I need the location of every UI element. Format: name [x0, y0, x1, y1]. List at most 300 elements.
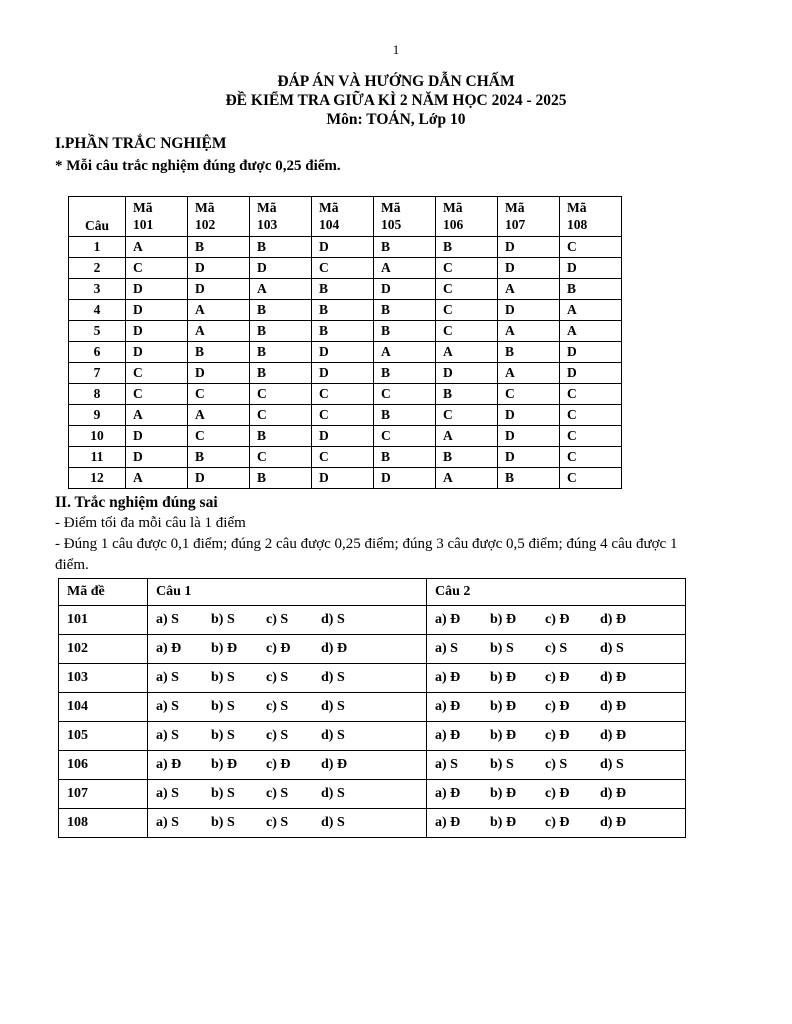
- question-number-cell: 9: [69, 405, 126, 426]
- answer-item-value: Đ: [559, 728, 570, 743]
- answer-item: [490, 815, 545, 831]
- answer-cell: B: [374, 363, 436, 384]
- answer-item-value: Đ: [505, 786, 517, 801]
- tf-header-cau1: Câu 1: [148, 579, 427, 606]
- exam-code-cell: 101: [59, 606, 148, 635]
- answer-item: [435, 612, 490, 628]
- answer-items: [156, 757, 426, 773]
- answer-cell: D: [188, 468, 250, 489]
- answer-item-label: d): [600, 757, 613, 772]
- answer-cell: D: [498, 258, 560, 279]
- answer-item: [266, 670, 321, 686]
- cau1-answers-cell: [148, 664, 427, 693]
- answer-cell: D: [188, 363, 250, 384]
- answer-item-value: S: [171, 670, 179, 685]
- answer-cell: B: [436, 237, 498, 258]
- tf-table-row: [59, 809, 686, 838]
- answer-item-value: S: [280, 612, 289, 627]
- answer-items: [435, 757, 685, 773]
- answer-cell: B: [188, 447, 250, 468]
- mc-code-header-cell: [436, 197, 498, 237]
- answer-items: [435, 670, 685, 686]
- answer-cell: A: [126, 237, 188, 258]
- answer-cell: C: [560, 447, 622, 468]
- question-number-cell: 11: [69, 447, 126, 468]
- mc-answer-table: [68, 196, 622, 489]
- answer-cell: D: [374, 279, 436, 300]
- answer-cell: B: [436, 447, 498, 468]
- answer-item-label: c): [266, 786, 277, 801]
- answer-item: [490, 786, 545, 802]
- answer-item: [266, 699, 321, 715]
- tf-table-row: [59, 664, 686, 693]
- answer-item-label: c): [545, 786, 556, 801]
- answer-item-value: Đ: [450, 728, 461, 743]
- answer-item-label: c): [266, 670, 277, 685]
- answer-item: [600, 815, 655, 831]
- answer-item: [211, 670, 266, 686]
- answer-cell: B: [250, 321, 312, 342]
- answer-item-label: a): [156, 699, 168, 714]
- answer-item: [600, 670, 655, 686]
- cau1-answers-cell: [148, 780, 427, 809]
- answer-item-label: a): [435, 641, 447, 656]
- answer-cell: A: [374, 342, 436, 363]
- answer-item-value: Đ: [615, 815, 627, 830]
- answer-cell: B: [498, 468, 560, 489]
- answer-item-value: Đ: [559, 670, 570, 685]
- answer-item-value: Đ: [559, 786, 570, 801]
- doc-title-line3: Môn: TOÁN, Lớp 10: [326, 111, 466, 128]
- document-title-block: [0, 72, 792, 129]
- answer-item-value: S: [226, 786, 235, 801]
- answer-item: [490, 641, 545, 657]
- answer-item-label: a): [435, 728, 447, 743]
- cau1-answers-cell: [148, 809, 427, 838]
- answer-items: [156, 641, 426, 657]
- answer-cell: C: [188, 426, 250, 447]
- answer-cell: C: [312, 258, 374, 279]
- answer-cell: C: [250, 405, 312, 426]
- answer-cell: D: [560, 342, 622, 363]
- answer-item-label: b): [211, 815, 224, 830]
- answer-item: [211, 641, 266, 657]
- cau1-answers-cell: [148, 635, 427, 664]
- page-number: 1: [392, 42, 400, 57]
- answer-item: [266, 757, 321, 773]
- answer-cell: D: [312, 237, 374, 258]
- answer-item-value: Đ: [280, 757, 291, 772]
- answer-item: [545, 786, 600, 802]
- section2-heading: II. Trắc nghiệm đúng sai: [55, 494, 218, 511]
- answer-cell: C: [560, 405, 622, 426]
- section2-note-2: - Đúng 1 câu được 0,1 điểm; đúng 2 câu được 0,25 điểm; đúng 3 câu được 0,5 điểm; đúng 4 câu được 1 điểm.: [55, 536, 678, 573]
- answer-item-label: d): [600, 699, 613, 714]
- answer-item-label: a): [156, 670, 168, 685]
- answer-item: [545, 815, 600, 831]
- answer-item-value: S: [559, 757, 568, 772]
- code-number: 105: [381, 217, 402, 232]
- question-number-cell: 12: [69, 468, 126, 489]
- answer-item-value: S: [336, 670, 345, 685]
- cau1-answers-cell: [148, 693, 427, 722]
- answer-item-value: S: [559, 641, 568, 656]
- answer-item: [545, 612, 600, 628]
- code-label: Mã: [133, 200, 153, 215]
- answer-item: [321, 757, 376, 773]
- answer-item-value: Đ: [505, 699, 517, 714]
- answer-item-label: a): [435, 815, 447, 830]
- answer-items: [156, 699, 426, 715]
- answer-item-label: b): [211, 670, 224, 685]
- answer-item-value: Đ: [559, 612, 570, 627]
- answer-item-value: S: [171, 786, 179, 801]
- mc-table-row: [69, 363, 622, 384]
- answer-item: [490, 728, 545, 744]
- answer-item-label: a): [156, 728, 168, 743]
- answer-cell: D: [498, 426, 560, 447]
- answer-item: [600, 728, 655, 744]
- mc-code-header-cell: [250, 197, 312, 237]
- answer-item-label: a): [435, 786, 447, 801]
- answer-cell: C: [498, 384, 560, 405]
- truefalse-answer-table: [58, 578, 686, 838]
- answer-item-value: S: [336, 699, 345, 714]
- exam-code-cell: 108: [59, 809, 148, 838]
- answer-cell: A: [498, 321, 560, 342]
- answer-item-value: Đ: [226, 641, 238, 656]
- answer-item-label: d): [321, 612, 334, 627]
- answer-item-label: b): [211, 612, 224, 627]
- answer-item-label: d): [600, 670, 613, 685]
- code-label: Mã: [319, 200, 339, 215]
- answer-item-value: S: [171, 612, 179, 627]
- answer-cell: D: [312, 426, 374, 447]
- answer-item: [321, 612, 376, 628]
- answer-item-value: S: [450, 641, 458, 656]
- tf-header-cau2: Câu 2: [427, 579, 686, 606]
- answer-cell: D: [188, 258, 250, 279]
- answer-cell: A: [498, 279, 560, 300]
- doc-title-line1: ĐÁP ÁN VÀ HƯỚNG DẪN CHẤM: [277, 73, 515, 90]
- answer-item-value: Đ: [505, 728, 517, 743]
- answer-item-value: S: [280, 699, 289, 714]
- code-number: 104: [319, 217, 340, 232]
- answer-cell: C: [312, 447, 374, 468]
- answer-item-value: S: [171, 815, 179, 830]
- cau2-answers-cell: [427, 606, 686, 635]
- answer-item: [211, 728, 266, 744]
- answer-item-value: S: [226, 612, 235, 627]
- cau2-answers-cell: [427, 809, 686, 838]
- answer-item-label: c): [266, 728, 277, 743]
- tf-header-code: Mã đề: [59, 579, 148, 606]
- answer-item-value: Đ: [559, 815, 570, 830]
- question-number-cell: 4: [69, 300, 126, 321]
- answer-item-value: Đ: [450, 786, 461, 801]
- answer-cell: C: [188, 384, 250, 405]
- answer-item: [435, 786, 490, 802]
- answer-cell: B: [250, 342, 312, 363]
- answer-items: [435, 728, 685, 744]
- answer-item: [435, 757, 490, 773]
- answer-cell: A: [436, 342, 498, 363]
- answer-item: [600, 699, 655, 715]
- answer-item-label: d): [321, 641, 334, 656]
- answer-cell: B: [312, 300, 374, 321]
- answer-cell: A: [498, 363, 560, 384]
- answer-item-value: Đ: [336, 641, 348, 656]
- answer-item-label: d): [321, 699, 334, 714]
- answer-item-value: Đ: [505, 815, 517, 830]
- answer-item: [156, 757, 211, 773]
- answer-cell: B: [560, 279, 622, 300]
- code-label: Mã: [443, 200, 463, 215]
- tf-table-row: [59, 693, 686, 722]
- answer-cell: B: [312, 321, 374, 342]
- answer-cell: A: [436, 468, 498, 489]
- answer-cell: D: [126, 279, 188, 300]
- answer-item-value: Đ: [450, 670, 461, 685]
- answer-cell: D: [126, 426, 188, 447]
- answer-item: [435, 641, 490, 657]
- answer-cell: D: [312, 363, 374, 384]
- answer-item-label: b): [490, 815, 503, 830]
- answer-item: [211, 815, 266, 831]
- cau1-answers-cell: [148, 606, 427, 635]
- answer-cell: C: [126, 258, 188, 279]
- answer-cell: D: [560, 258, 622, 279]
- answer-item: [156, 612, 211, 628]
- answer-item: [321, 728, 376, 744]
- answer-item-label: b): [211, 786, 224, 801]
- answer-item-value: S: [615, 641, 624, 656]
- answer-cell: C: [374, 384, 436, 405]
- answer-cell: A: [436, 426, 498, 447]
- answer-cell: C: [250, 384, 312, 405]
- answer-item-label: b): [490, 670, 503, 685]
- answer-item-label: b): [211, 641, 224, 656]
- mc-table-row: [69, 279, 622, 300]
- answer-cell: C: [126, 384, 188, 405]
- question-number-cell: 1: [69, 237, 126, 258]
- mc-table-row: [69, 426, 622, 447]
- answer-item-label: b): [490, 786, 503, 801]
- answer-items: [435, 612, 685, 628]
- answer-cell: A: [560, 321, 622, 342]
- answer-item: [490, 670, 545, 686]
- mc-code-header-cell: [126, 197, 188, 237]
- answer-cell: D: [436, 363, 498, 384]
- answer-item: [435, 728, 490, 744]
- answer-item-value: Đ: [280, 641, 291, 656]
- answer-item-label: a): [435, 670, 447, 685]
- answer-items: [435, 641, 685, 657]
- code-number: 102: [195, 217, 216, 232]
- answer-cell: C: [312, 384, 374, 405]
- mc-table-row: [69, 447, 622, 468]
- answer-cell: B: [498, 342, 560, 363]
- code-label: Mã: [195, 200, 215, 215]
- question-number-cell: 10: [69, 426, 126, 447]
- answer-item-value: S: [505, 641, 514, 656]
- answer-item: [266, 728, 321, 744]
- exam-code-cell: 105: [59, 722, 148, 751]
- answer-item-label: b): [211, 757, 224, 772]
- answer-items: [435, 699, 685, 715]
- section1-heading: I.PHẦN TRẮC NGHIỆM: [55, 135, 227, 152]
- answer-cell: B: [374, 300, 436, 321]
- answer-cell: D: [250, 258, 312, 279]
- answer-cell: B: [250, 468, 312, 489]
- answer-item: [266, 612, 321, 628]
- answer-items: [156, 815, 426, 831]
- answer-item-label: d): [600, 728, 613, 743]
- answer-cell: C: [560, 468, 622, 489]
- answer-item: [545, 699, 600, 715]
- answer-items: [435, 786, 685, 802]
- answer-item-label: d): [321, 728, 334, 743]
- answer-item-value: S: [226, 815, 235, 830]
- answer-item-label: d): [600, 815, 613, 830]
- answer-item-label: c): [545, 641, 556, 656]
- mc-table-row: [69, 321, 622, 342]
- mc-table-row: [69, 237, 622, 258]
- answer-item-label: b): [211, 699, 224, 714]
- answer-item: [321, 670, 376, 686]
- doc-title-line2: ĐỀ KIỂM TRA GIỮA KÌ 2 NĂM HỌC 2024 - 2025: [225, 92, 567, 109]
- mc-table-header-row: [69, 197, 622, 237]
- answer-item-value: S: [450, 757, 458, 772]
- answer-cell: D: [312, 342, 374, 363]
- answer-cell: A: [126, 468, 188, 489]
- answer-cell: B: [250, 237, 312, 258]
- answer-item-value: S: [336, 786, 345, 801]
- answer-cell: D: [126, 300, 188, 321]
- cau2-answers-cell: [427, 664, 686, 693]
- question-number-cell: 7: [69, 363, 126, 384]
- cau2-answers-cell: [427, 780, 686, 809]
- answer-item: [490, 757, 545, 773]
- answer-item-label: a): [435, 699, 447, 714]
- question-number-cell: 6: [69, 342, 126, 363]
- code-label: Mã: [567, 200, 587, 215]
- mc-code-header-cell: [312, 197, 374, 237]
- answer-cell: B: [374, 321, 436, 342]
- exam-code-cell: 104: [59, 693, 148, 722]
- answer-cell: B: [312, 279, 374, 300]
- answer-cell: C: [250, 447, 312, 468]
- answer-item-value: S: [226, 670, 235, 685]
- answer-item: [490, 699, 545, 715]
- exam-code-cell: 102: [59, 635, 148, 664]
- answer-item-label: d): [600, 641, 613, 656]
- answer-cell: D: [126, 447, 188, 468]
- answer-item-label: b): [490, 612, 503, 627]
- answer-item-value: Đ: [615, 728, 627, 743]
- mc-table-row: [69, 300, 622, 321]
- answer-item-value: Đ: [615, 612, 627, 627]
- answer-cell: B: [374, 447, 436, 468]
- answer-item-value: Đ: [559, 699, 570, 714]
- question-number-cell: 2: [69, 258, 126, 279]
- answer-item-value: Đ: [171, 757, 182, 772]
- answer-cell: A: [374, 258, 436, 279]
- answer-cell: B: [436, 384, 498, 405]
- answer-cell: C: [560, 237, 622, 258]
- tf-table-row: [59, 722, 686, 751]
- answer-items: [435, 815, 685, 831]
- answer-item: [266, 641, 321, 657]
- mc-table-row: [69, 258, 622, 279]
- mc-corner-header-cell: Câu: [69, 197, 126, 237]
- code-number: 106: [443, 217, 464, 232]
- mc-code-header-cell: [560, 197, 622, 237]
- tf-table-row: [59, 751, 686, 780]
- answer-cell: D: [498, 447, 560, 468]
- answer-cell: B: [250, 426, 312, 447]
- question-number-cell: 5: [69, 321, 126, 342]
- answer-item: [156, 786, 211, 802]
- mc-code-header-cell: [188, 197, 250, 237]
- answer-item-label: c): [266, 757, 277, 772]
- cau2-answers-cell: [427, 635, 686, 664]
- answer-cell: D: [312, 468, 374, 489]
- answer-item-label: a): [156, 815, 168, 830]
- answer-item: [600, 786, 655, 802]
- answer-item: [211, 786, 266, 802]
- answer-item: [490, 612, 545, 628]
- answer-item-value: Đ: [450, 815, 461, 830]
- answer-item-label: c): [266, 612, 277, 627]
- answer-cell: C: [436, 321, 498, 342]
- mc-table-row: [69, 468, 622, 489]
- answer-cell: B: [250, 300, 312, 321]
- answer-cell: D: [188, 279, 250, 300]
- answer-item-value: S: [336, 612, 345, 627]
- answer-cell: C: [436, 300, 498, 321]
- code-label: Mã: [257, 200, 277, 215]
- answer-cell: D: [498, 405, 560, 426]
- answer-cell: A: [126, 405, 188, 426]
- answer-item-label: c): [545, 612, 556, 627]
- answer-item: [156, 670, 211, 686]
- answer-item: [156, 699, 211, 715]
- answer-item: [600, 757, 655, 773]
- answer-cell: D: [560, 363, 622, 384]
- answer-item-label: b): [490, 728, 503, 743]
- mc-table-row: [69, 405, 622, 426]
- answer-item-label: b): [211, 728, 224, 743]
- answer-item-value: S: [171, 699, 179, 714]
- answer-item-label: c): [545, 699, 556, 714]
- answer-item-value: S: [280, 786, 289, 801]
- answer-item-label: a): [435, 612, 447, 627]
- mc-code-header-cell: [374, 197, 436, 237]
- answer-item-label: d): [321, 757, 334, 772]
- answer-cell: D: [498, 237, 560, 258]
- mc-table-row: [69, 384, 622, 405]
- answer-item: [156, 728, 211, 744]
- answer-item-value: S: [505, 757, 514, 772]
- answer-cell: A: [250, 279, 312, 300]
- answer-item: [156, 815, 211, 831]
- answer-item: [211, 757, 266, 773]
- answer-item-label: c): [266, 641, 277, 656]
- code-number: 101: [133, 217, 154, 232]
- mc-table-row: [69, 342, 622, 363]
- answer-item-value: S: [615, 757, 624, 772]
